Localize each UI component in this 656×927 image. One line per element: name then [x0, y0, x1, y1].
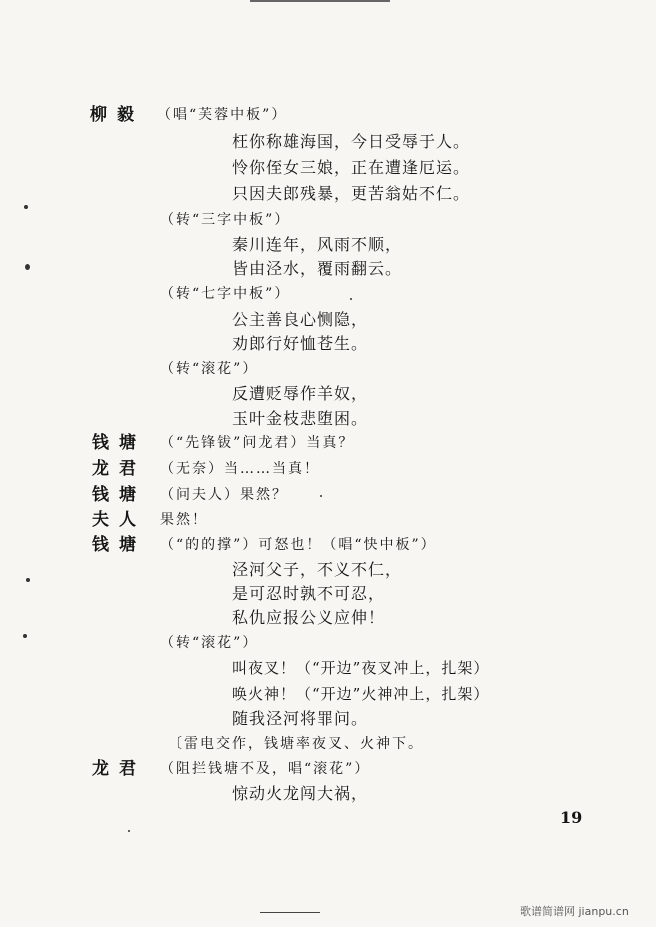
scan-speck	[23, 634, 27, 638]
stage-direction: （转“三字中板”）	[160, 212, 291, 228]
speaker-name: 柳毅	[90, 105, 144, 125]
speaker-name: 钱塘	[92, 485, 146, 505]
speaker-name: 钱塘	[92, 433, 146, 453]
stage-direction: （唱“芙蓉中板”）	[157, 107, 288, 123]
speaker-name: 钱塘	[92, 535, 146, 555]
lyric-line: 枉你称雄海国，今日受辱于人。	[232, 132, 471, 151]
scan-speck	[26, 578, 30, 582]
stage-direction: 〔雷电交作，钱塘率夜叉、火神下。	[168, 736, 424, 752]
dialogue-text: （问夫人）果然？	[160, 487, 288, 503]
top-rule	[250, 0, 390, 2]
scan-speck	[350, 298, 352, 300]
lyric-line: 随我泾河将罪问。	[232, 709, 369, 728]
speaker-name: 龙君	[92, 759, 146, 779]
stage-direction: （转“七字中板”）	[160, 286, 291, 302]
dialogue-text: （“的的撑”）可怒也！（唱“快中板”）	[160, 537, 437, 553]
bottom-rule	[260, 912, 320, 913]
lyric-line: 反遭贬辱作羊奴，	[232, 384, 369, 403]
scan-speck	[320, 495, 322, 497]
dialogue-text: 果然！	[160, 512, 208, 528]
page-number: 19	[560, 808, 583, 827]
dialogue-text: （“先锋钹”问龙君）当真？	[160, 435, 355, 451]
lyric-line: 皆由泾水，覆雨翻云。	[232, 259, 403, 278]
stage-direction: （转“滚花”）	[160, 361, 259, 377]
lyric-line: 劝郎行好恤苍生。	[232, 334, 369, 353]
lyric-line: 惊动火龙闯大祸，	[232, 784, 369, 803]
lyric-line: 秦川连年，风雨不顺，	[232, 235, 403, 254]
lyric-line: 唤火神！（“开边”火神冲上，扎架）	[232, 685, 490, 703]
lyric-line: 泾河父子，不义不仁，	[232, 560, 403, 579]
watermark: 歌谱简谱网 jianpu.cn	[520, 905, 629, 918]
scan-speck	[128, 830, 130, 832]
lyric-line: 只因夫郎残暴，更苦翁姑不仁。	[232, 184, 471, 203]
lyric-line: 玉叶金枝悲堕困。	[232, 409, 369, 428]
dialogue-text: （无奈）当……当真！	[160, 461, 320, 477]
lyric-line: 叫夜叉！（“开边”夜叉冲上，扎架）	[232, 659, 490, 677]
lyric-line: 是可忍时孰不可忍，	[232, 584, 386, 603]
dialogue-text: （阻拦钱塘不及，唱“滚花”）	[160, 761, 371, 777]
lyric-line: 公主善良心恻隐，	[232, 310, 369, 329]
scan-speck	[24, 205, 28, 209]
lyric-line: 私仇应报公义应伸！	[232, 608, 386, 627]
scan-speck	[25, 264, 30, 270]
stage-direction: （转“滚花”）	[160, 635, 259, 651]
lyric-line: 怜你侄女三娘，正在遭逢厄运。	[232, 158, 471, 177]
speaker-name: 夫人	[92, 510, 146, 530]
speaker-name: 龙君	[92, 459, 146, 479]
